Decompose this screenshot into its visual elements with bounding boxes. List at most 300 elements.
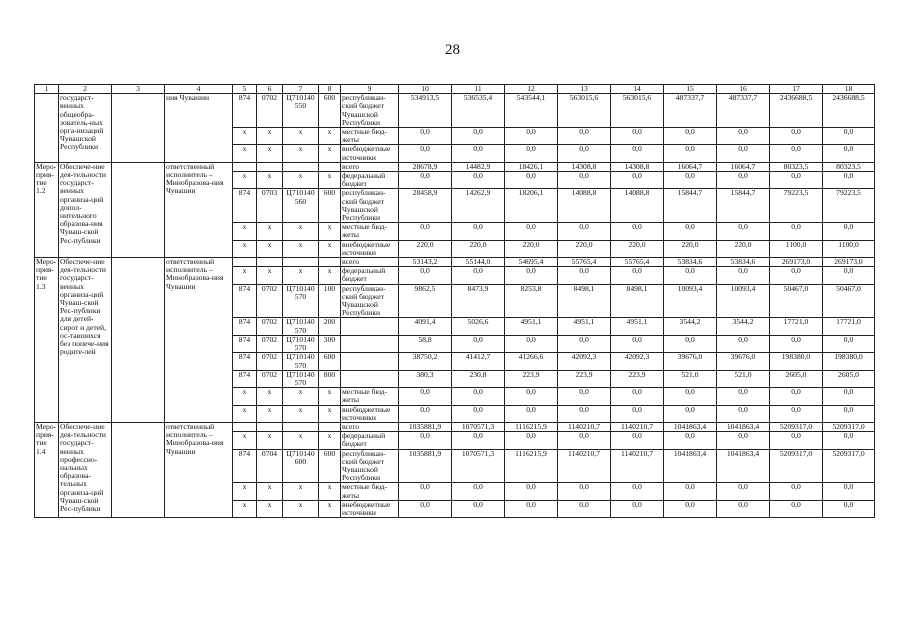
empty-cell — [112, 162, 165, 257]
value-cell: 15844,7 — [717, 189, 770, 223]
funding-source-cell: местные бюд-жеты — [341, 128, 399, 145]
value-cell: 1070571,3 — [452, 422, 505, 431]
value-cell: 58,8 — [399, 335, 452, 352]
value-cell: 0,0 — [452, 483, 505, 500]
value-cell: 54695,4 — [505, 258, 558, 267]
value-cell: 1100,0 — [823, 240, 875, 257]
grbs-code-cell: 874 — [233, 318, 257, 335]
expense-group-cell: x — [319, 405, 341, 422]
value-cell: 220,0 — [558, 240, 611, 257]
funding-source-cell: всего — [341, 422, 399, 431]
budget-table — [34, 84, 875, 518]
value-cell: 8473,9 — [452, 284, 505, 318]
value-cell: 53143,2 — [399, 258, 452, 267]
value-cell: 0,0 — [664, 483, 717, 500]
value-cell: 8498,1 — [558, 284, 611, 318]
value-cell: 0,0 — [452, 223, 505, 240]
value-cell: 50467,0 — [823, 284, 875, 318]
section-code-cell: 0702 — [257, 284, 283, 318]
grbs-code-cell: x — [233, 500, 257, 517]
section-code-cell: x — [257, 267, 283, 284]
target-article-cell: x — [283, 240, 319, 257]
executor-cell: ответственный исполнитель – Минобразова-ния Чувашии — [165, 422, 233, 517]
value-cell: 0,0 — [399, 172, 452, 189]
value-cell: 521,0 — [717, 370, 770, 387]
value-cell: 0,0 — [717, 335, 770, 352]
funding-source-cell: всего — [341, 258, 399, 267]
value-cell: 0,0 — [611, 388, 664, 405]
target-article-cell: Ц710140 560 — [283, 189, 319, 223]
value-cell: 0,0 — [611, 267, 664, 284]
column-number-cell: 1 — [35, 85, 59, 94]
target-article-cell: x — [283, 432, 319, 449]
value-cell: 0,0 — [664, 172, 717, 189]
value-cell: 0,0 — [717, 500, 770, 517]
value-cell: 28458,9 — [399, 189, 452, 223]
value-cell: 0,0 — [770, 483, 823, 500]
column-number-cell: 13 — [558, 85, 611, 94]
section-code-cell: 0702 — [257, 318, 283, 335]
value-cell: 55765,4 — [611, 258, 664, 267]
value-cell: 0,0 — [452, 172, 505, 189]
value-cell: 1140210,7 — [558, 422, 611, 431]
value-cell: 5209317,0 — [823, 422, 875, 431]
value-cell: 0,0 — [717, 223, 770, 240]
value-cell: 42092,3 — [611, 353, 664, 370]
value-cell: 0,0 — [823, 500, 875, 517]
value-cell: 0,0 — [452, 432, 505, 449]
value-cell: 41412,7 — [452, 353, 505, 370]
grbs-code-cell: x — [233, 267, 257, 284]
value-cell: 543544,1 — [505, 94, 558, 128]
value-cell: 0,0 — [558, 500, 611, 517]
value-cell: 487337,7 — [717, 94, 770, 128]
expense-group-cell: x — [319, 388, 341, 405]
value-cell: 50467,0 — [770, 284, 823, 318]
value-cell: 0,0 — [664, 145, 717, 162]
value-cell: 15844,7 — [664, 189, 717, 223]
value-cell: 55765,4 — [558, 258, 611, 267]
section-code-cell: x — [257, 500, 283, 517]
value-cell: 55144,0 — [452, 258, 505, 267]
value-cell: 0,0 — [823, 145, 875, 162]
grbs-code-cell: x — [233, 240, 257, 257]
value-cell: 0,0 — [770, 432, 823, 449]
value-cell: 0,0 — [717, 267, 770, 284]
expense-group-cell: x — [319, 223, 341, 240]
value-cell: 0,0 — [823, 267, 875, 284]
value-cell: 0,0 — [823, 335, 875, 352]
value-cell: 521,0 — [664, 370, 717, 387]
section-code-cell: x — [257, 432, 283, 449]
grbs-code-cell — [233, 162, 257, 171]
target-article-cell: Ц710140 600 — [283, 449, 319, 483]
value-cell: 220,0 — [611, 240, 664, 257]
value-cell: 0,0 — [664, 500, 717, 517]
value-cell: 563015,6 — [558, 94, 611, 128]
value-cell: 0,0 — [505, 500, 558, 517]
expense-group-cell: x — [319, 267, 341, 284]
value-cell: 1041863,4 — [717, 449, 770, 483]
value-cell: 1035881,9 — [399, 449, 452, 483]
section-code-cell: x — [257, 145, 283, 162]
expense-group-cell: x — [319, 128, 341, 145]
value-cell: 80323,5 — [823, 162, 875, 171]
value-cell: 4091,4 — [399, 318, 452, 335]
value-cell: 0,0 — [399, 500, 452, 517]
value-cell: 39676,0 — [664, 353, 717, 370]
grbs-code-cell: 874 — [233, 449, 257, 483]
value-cell: 0,0 — [611, 432, 664, 449]
grbs-code-cell: 874 — [233, 284, 257, 318]
section-code-cell: x — [257, 240, 283, 257]
executor-cell: ответственный исполнитель – Минобразова-ния Чувашии — [165, 258, 233, 423]
value-cell: 1140210,7 — [558, 449, 611, 483]
section-code-cell — [257, 258, 283, 267]
section-code-cell — [257, 422, 283, 431]
value-cell: 2436688,5 — [770, 94, 823, 128]
column-number-cell: 16 — [717, 85, 770, 94]
value-cell: 0,0 — [770, 145, 823, 162]
value-cell: 0,0 — [505, 483, 558, 500]
value-cell: 198380,0 — [823, 353, 875, 370]
value-cell: 563015,6 — [611, 94, 664, 128]
value-cell: 1100,0 — [770, 240, 823, 257]
value-cell: 28678,9 — [399, 162, 452, 171]
section-code-cell: 0704 — [257, 449, 283, 483]
value-cell: 5209317,0 — [770, 422, 823, 431]
expense-group-cell: 600 — [319, 449, 341, 483]
value-cell: 0,0 — [505, 267, 558, 284]
value-cell: 0,0 — [505, 405, 558, 422]
value-cell: 9862,5 — [399, 284, 452, 318]
grbs-code-cell: 874 — [233, 353, 257, 370]
funding-source-cell — [341, 335, 399, 352]
value-cell: 220,0 — [452, 240, 505, 257]
grbs-code-cell: x — [233, 405, 257, 422]
grbs-code-cell: x — [233, 388, 257, 405]
value-cell: 5026,6 — [452, 318, 505, 335]
value-cell: 0,0 — [452, 405, 505, 422]
expense-group-cell: 100 — [319, 284, 341, 318]
value-cell: 0,0 — [770, 223, 823, 240]
grbs-code-cell: 874 — [233, 94, 257, 128]
expense-group-cell: x — [319, 500, 341, 517]
target-article-cell: x — [283, 267, 319, 284]
column-number-cell: 4 — [165, 85, 233, 94]
value-cell: 14088,8 — [611, 189, 664, 223]
funding-source-cell: федеральный бюджет — [341, 432, 399, 449]
value-cell: 0,0 — [399, 388, 452, 405]
value-cell: 10093,4 — [717, 284, 770, 318]
target-article-cell: Ц710140 570 — [283, 353, 319, 370]
column-number-cell: 2 — [59, 85, 112, 94]
target-article-cell: x — [283, 172, 319, 189]
value-cell: 0,0 — [399, 432, 452, 449]
empty-cell — [112, 94, 165, 163]
target-article-cell: Ц710140 570 — [283, 370, 319, 387]
value-cell: 16064,7 — [664, 162, 717, 171]
value-cell: 41266,6 — [505, 353, 558, 370]
executor-cell: ответственный исполнитель – Минобразова-ния Чувашии — [165, 162, 233, 257]
expense-group-cell: x — [319, 172, 341, 189]
value-cell: 0,0 — [558, 145, 611, 162]
funding-source-cell: внебюджетные источники — [341, 405, 399, 422]
value-cell: 0,0 — [823, 388, 875, 405]
column-number-cell: 8 — [319, 85, 341, 94]
grbs-code-cell: x — [233, 483, 257, 500]
value-cell: 198380,0 — [770, 353, 823, 370]
value-cell: 0,0 — [823, 483, 875, 500]
value-cell: 0,0 — [717, 483, 770, 500]
expense-group-cell: 600 — [319, 94, 341, 128]
section-code-cell: x — [257, 172, 283, 189]
value-cell: 0,0 — [717, 172, 770, 189]
column-number-cell: 7 — [283, 85, 319, 94]
value-cell: 0,0 — [558, 128, 611, 145]
value-cell: 0,0 — [611, 500, 664, 517]
value-cell: 18206,1 — [505, 189, 558, 223]
value-cell: 17721,0 — [770, 318, 823, 335]
value-cell: 0,0 — [399, 405, 452, 422]
executor-cell: ния Чувашии — [165, 94, 233, 163]
value-cell: 18426,1 — [505, 162, 558, 171]
value-cell: 0,0 — [558, 172, 611, 189]
grbs-code-cell — [233, 422, 257, 431]
grbs-code-cell: 874 — [233, 370, 257, 387]
grbs-code-cell: 874 — [233, 335, 257, 352]
value-cell: 223,9 — [611, 370, 664, 387]
target-article-cell: x — [283, 405, 319, 422]
value-cell: 1041863,4 — [717, 422, 770, 431]
target-article-cell — [283, 258, 319, 267]
expense-group-cell — [319, 422, 341, 431]
value-cell: 3544,2 — [664, 318, 717, 335]
value-cell: 0,0 — [717, 432, 770, 449]
target-article-cell: Ц710140 570 — [283, 335, 319, 352]
column-number-cell: 18 — [823, 85, 875, 94]
section-code-cell: 0702 — [257, 370, 283, 387]
value-cell: 0,0 — [770, 388, 823, 405]
column-number-cell: 15 — [664, 85, 717, 94]
funding-source-cell: федеральный бюджет — [341, 267, 399, 284]
target-article-cell: x — [283, 128, 319, 145]
funding-source-cell: республикан-ский бюджет Чувашской Республики — [341, 284, 399, 318]
section-code-cell: 0702 — [257, 335, 283, 352]
grbs-code-cell: x — [233, 172, 257, 189]
section-code-cell: x — [257, 388, 283, 405]
value-cell: 14482,9 — [452, 162, 505, 171]
value-cell: 220,0 — [664, 240, 717, 257]
value-cell: 1041863,4 — [664, 422, 717, 431]
value-cell: 0,0 — [558, 388, 611, 405]
value-cell: 536535,4 — [452, 94, 505, 128]
measure-code-cell — [35, 94, 59, 163]
value-cell: 79223,5 — [770, 189, 823, 223]
value-cell: 8253,8 — [505, 284, 558, 318]
section-code-cell: x — [257, 128, 283, 145]
target-article-cell: x — [283, 483, 319, 500]
value-cell: 1140210,7 — [611, 422, 664, 431]
value-cell: 1035881,9 — [399, 422, 452, 431]
value-cell: 0,0 — [664, 335, 717, 352]
value-cell: 4951,1 — [505, 318, 558, 335]
funding-source-cell: внебюджетные источники — [341, 240, 399, 257]
value-cell: 0,0 — [823, 223, 875, 240]
value-cell: 0,0 — [770, 267, 823, 284]
expense-group-cell: 600 — [319, 353, 341, 370]
page-number: 28 — [445, 42, 460, 58]
value-cell: 0,0 — [452, 500, 505, 517]
value-cell: 0,0 — [558, 405, 611, 422]
column-number-cell: 5 — [233, 85, 257, 94]
value-cell: 0,0 — [505, 335, 558, 352]
value-cell: 0,0 — [664, 432, 717, 449]
value-cell: 0,0 — [558, 432, 611, 449]
value-cell: 0,0 — [770, 172, 823, 189]
column-number-row — [35, 85, 875, 94]
target-article-cell: Ц710140 570 — [283, 318, 319, 335]
value-cell: 0,0 — [611, 223, 664, 240]
measure-name-cell: Обеспече-ние дея-тельности государст-венных организа-ций Чуваш-ской Рес-публики для детей-сирот и детей, ос-тавшихся без попече-ния родите-лей — [59, 258, 112, 423]
value-cell: 0,0 — [399, 128, 452, 145]
value-cell: 4951,1 — [611, 318, 664, 335]
grbs-code-cell: x — [233, 145, 257, 162]
value-cell: 0,0 — [823, 172, 875, 189]
measure-code-cell: Меро-прия-тие 1.4 — [35, 422, 59, 517]
value-cell: 0,0 — [664, 267, 717, 284]
value-cell: 14308,8 — [611, 162, 664, 171]
measure-code-cell: Меро-прия-тие 1.2 — [35, 162, 59, 257]
table-row — [35, 258, 875, 267]
measure-name-cell: Обеспече-ние дея-тельности государст-венных профессио-нальных образова-тельных организа-ций Чуваш-ской Рес-публики — [59, 422, 112, 517]
expense-group-cell: x — [319, 432, 341, 449]
value-cell: 1070571,3 — [452, 449, 505, 483]
column-number-cell: 12 — [505, 85, 558, 94]
value-cell: 39676,0 — [717, 353, 770, 370]
value-cell: 220,0 — [399, 240, 452, 257]
value-cell: 0,0 — [770, 335, 823, 352]
value-cell: 0,0 — [399, 483, 452, 500]
value-cell: 0,0 — [611, 335, 664, 352]
value-cell: 0,0 — [452, 267, 505, 284]
column-number-cell: 14 — [611, 85, 664, 94]
value-cell: 0,0 — [611, 483, 664, 500]
grbs-code-cell: x — [233, 223, 257, 240]
target-article-cell: x — [283, 500, 319, 517]
table-row — [35, 422, 875, 431]
value-cell: 0,0 — [611, 405, 664, 422]
grbs-code-cell — [233, 258, 257, 267]
measure-name-cell: государст-венных общеобра-зователь-ных орга-низаций Чувашской Республики — [59, 94, 112, 163]
target-article-cell: x — [283, 145, 319, 162]
value-cell: 0,0 — [558, 267, 611, 284]
column-number-cell: 3 — [112, 85, 165, 94]
value-cell: 0,0 — [505, 172, 558, 189]
expense-group-cell: x — [319, 240, 341, 257]
value-cell: 0,0 — [717, 145, 770, 162]
value-cell: 1041863,4 — [664, 449, 717, 483]
value-cell: 220,0 — [717, 240, 770, 257]
funding-source-cell — [341, 318, 399, 335]
section-code-cell: 0703 — [257, 189, 283, 223]
grbs-code-cell: x — [233, 432, 257, 449]
value-cell: 0,0 — [399, 223, 452, 240]
value-cell: 0,0 — [664, 388, 717, 405]
value-cell: 0,0 — [558, 335, 611, 352]
funding-source-cell: республикан-ский бюджет Чувашской Республики — [341, 189, 399, 223]
section-code-cell: x — [257, 405, 283, 422]
value-cell: 1116215,9 — [505, 449, 558, 483]
value-cell: 42092,3 — [558, 353, 611, 370]
value-cell: 2436688,5 — [823, 94, 875, 128]
value-cell: 0,0 — [611, 128, 664, 145]
value-cell: 0,0 — [558, 483, 611, 500]
value-cell: 14262,9 — [452, 189, 505, 223]
value-cell: 0,0 — [770, 500, 823, 517]
value-cell: 0,0 — [505, 432, 558, 449]
target-article-cell: x — [283, 388, 319, 405]
value-cell: 0,0 — [770, 405, 823, 422]
value-cell: 220,0 — [505, 240, 558, 257]
value-cell: 0,0 — [664, 128, 717, 145]
value-cell: 80323,5 — [770, 162, 823, 171]
table-row — [35, 94, 875, 128]
funding-source-cell: местные бюд-жеты — [341, 223, 399, 240]
target-article-cell: Ц710140 570 — [283, 284, 319, 318]
value-cell: 38750,2 — [399, 353, 452, 370]
value-cell: 0,0 — [664, 405, 717, 422]
value-cell: 79223,5 — [823, 189, 875, 223]
value-cell: 0,0 — [611, 145, 664, 162]
value-cell: 2605,0 — [823, 370, 875, 387]
value-cell: 0,0 — [823, 128, 875, 145]
expense-group-cell: 600 — [319, 189, 341, 223]
value-cell: 0,0 — [611, 172, 664, 189]
value-cell: 0,0 — [452, 128, 505, 145]
value-cell: 0,0 — [452, 145, 505, 162]
target-article-cell: x — [283, 223, 319, 240]
value-cell: 487337,7 — [664, 94, 717, 128]
budget-table-body — [35, 94, 875, 518]
value-cell: 14088,8 — [558, 189, 611, 223]
column-number-cell: 10 — [399, 85, 452, 94]
value-cell: 0,0 — [823, 405, 875, 422]
section-code-cell: 0702 — [257, 353, 283, 370]
funding-source-cell: местные бюд-жеты — [341, 483, 399, 500]
value-cell: 0,0 — [505, 388, 558, 405]
funding-source-cell — [341, 353, 399, 370]
funding-source-cell: внебюджетные источники — [341, 500, 399, 517]
table-row — [35, 162, 875, 171]
funding-source-cell — [341, 370, 399, 387]
section-code-cell — [257, 162, 283, 171]
value-cell: 10093,4 — [664, 284, 717, 318]
value-cell: 16064,7 — [717, 162, 770, 171]
value-cell: 0,0 — [770, 128, 823, 145]
value-cell: 2605,0 — [770, 370, 823, 387]
funding-source-cell: внебюджетные источники — [341, 145, 399, 162]
value-cell: 1116215,9 — [505, 422, 558, 431]
funding-source-cell: федеральный бюджет — [341, 172, 399, 189]
section-code-cell: x — [257, 483, 283, 500]
value-cell: 380,3 — [399, 370, 452, 387]
target-article-cell — [283, 422, 319, 431]
value-cell: 269173,0 — [823, 258, 875, 267]
value-cell: 223,9 — [505, 370, 558, 387]
expense-group-cell: 200 — [319, 318, 341, 335]
value-cell: 0,0 — [717, 128, 770, 145]
